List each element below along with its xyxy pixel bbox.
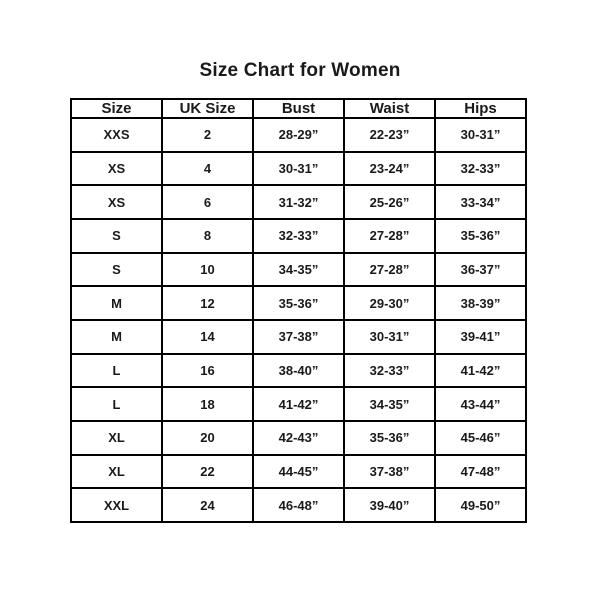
- column-header-size: Size: [71, 99, 162, 118]
- table-cell: 25-26”: [344, 185, 435, 219]
- table-row: [71, 320, 526, 354]
- column-header-bust: Bust: [253, 99, 344, 118]
- table-cell: 23-24”: [344, 152, 435, 186]
- table-cell: 39-40”: [344, 488, 435, 522]
- table-cell: S: [71, 253, 162, 287]
- table-cell: 44-45”: [253, 455, 344, 489]
- table-cell: L: [71, 354, 162, 388]
- column-header-waist: Waist: [344, 99, 435, 118]
- table-cell: XL: [71, 421, 162, 455]
- table-cell: 8: [162, 219, 253, 253]
- table-row: [71, 118, 526, 152]
- table-cell: XS: [71, 152, 162, 186]
- table-cell: 35-36”: [435, 219, 526, 253]
- table-cell: 18: [162, 387, 253, 421]
- table-cell: 33-34”: [435, 185, 526, 219]
- table-cell: M: [71, 286, 162, 320]
- table-cell: XL: [71, 455, 162, 489]
- table-cell: 37-38”: [344, 455, 435, 489]
- table-row: [71, 152, 526, 186]
- table-cell: 32-33”: [344, 354, 435, 388]
- table-cell: 34-35”: [344, 387, 435, 421]
- table-cell: 37-38”: [253, 320, 344, 354]
- table-cell: 10: [162, 253, 253, 287]
- table-cell: 14: [162, 320, 253, 354]
- page-title: Size Chart for Women: [199, 60, 401, 81]
- table-cell: 27-28”: [344, 219, 435, 253]
- table-header: [71, 99, 526, 118]
- table-cell: 41-42”: [435, 354, 526, 388]
- table-cell: 29-30”: [344, 286, 435, 320]
- table-cell: 43-44”: [435, 387, 526, 421]
- table-row: [71, 286, 526, 320]
- table-row: [71, 387, 526, 421]
- table-cell: L: [71, 387, 162, 421]
- table-row: [71, 219, 526, 253]
- table-cell: 38-40”: [253, 354, 344, 388]
- table-cell: XXS: [71, 118, 162, 152]
- table-cell: 35-36”: [344, 421, 435, 455]
- table-cell: 27-28”: [344, 253, 435, 287]
- table-cell: S: [71, 219, 162, 253]
- size-chart-table: [70, 98, 527, 523]
- table-cell: 46-48”: [253, 488, 344, 522]
- table-cell: 49-50”: [435, 488, 526, 522]
- table-cell: 36-37”: [435, 253, 526, 287]
- header-row: [71, 99, 526, 118]
- table-cell: 31-32”: [253, 185, 344, 219]
- table-row: [71, 421, 526, 455]
- table-cell: XS: [71, 185, 162, 219]
- table-cell: 30-31”: [253, 152, 344, 186]
- table-cell: 30-31”: [344, 320, 435, 354]
- table-cell: 42-43”: [253, 421, 344, 455]
- table-cell: 35-36”: [253, 286, 344, 320]
- table-cell: 4: [162, 152, 253, 186]
- table-cell: 47-48”: [435, 455, 526, 489]
- table-cell: 45-46”: [435, 421, 526, 455]
- table-row: [71, 455, 526, 489]
- table-cell: 41-42”: [253, 387, 344, 421]
- table-cell: 32-33”: [435, 152, 526, 186]
- table-cell: 38-39”: [435, 286, 526, 320]
- table-cell: 16: [162, 354, 253, 388]
- table-cell: 30-31”: [435, 118, 526, 152]
- table-cell: 12: [162, 286, 253, 320]
- table-cell: 28-29”: [253, 118, 344, 152]
- table-body: [71, 118, 526, 522]
- table-cell: 24: [162, 488, 253, 522]
- table-cell: 32-33”: [253, 219, 344, 253]
- table-row: [71, 185, 526, 219]
- table-cell: 22: [162, 455, 253, 489]
- table-row: [71, 354, 526, 388]
- table-row: [71, 488, 526, 522]
- column-header-uk-size: UK Size: [162, 99, 253, 118]
- table-row: [71, 253, 526, 287]
- table-cell: 6: [162, 185, 253, 219]
- table-cell: 2: [162, 118, 253, 152]
- table-cell: XXL: [71, 488, 162, 522]
- table-cell: 39-41”: [435, 320, 526, 354]
- table-cell: 20: [162, 421, 253, 455]
- table-cell: M: [71, 320, 162, 354]
- table-cell: 34-35”: [253, 253, 344, 287]
- column-header-hips: Hips: [435, 99, 526, 118]
- table-cell: 22-23”: [344, 118, 435, 152]
